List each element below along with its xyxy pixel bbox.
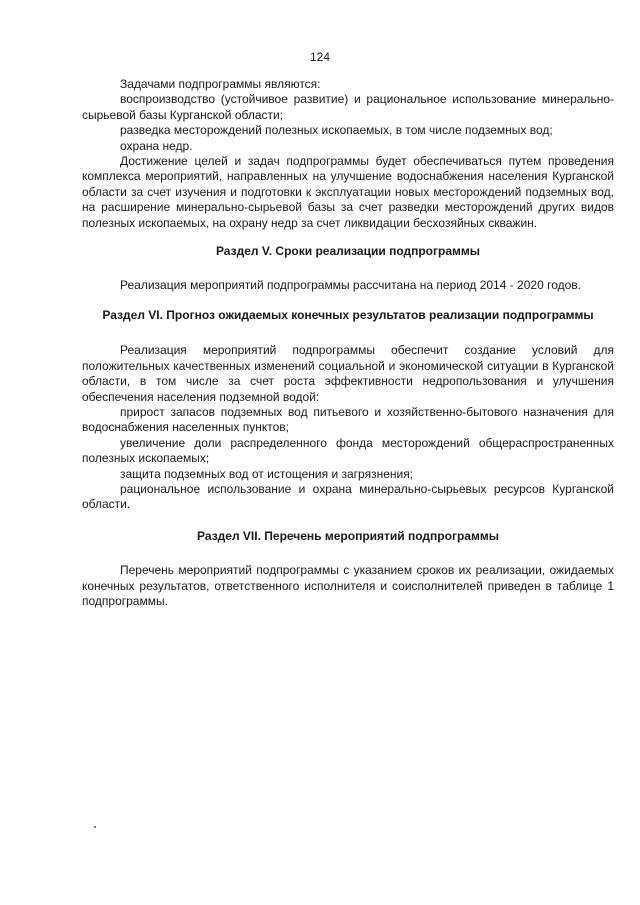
page-number: 124 — [309, 50, 331, 64]
intro-block — [82, 77, 614, 231]
scan-speck — [94, 826, 96, 828]
section-6-paragraph: Реализация мероприятий подпрограммы обеспечит создание условий для положительных качественных изменений социальной и экономической ситуации в Курганской области, в том числе за счет роста эффективности недропользования и улучшения обеспечения населения подземной водой: — [82, 343, 614, 404]
goals-paragraph: Достижение целей и задач подпрограммы будет обеспечиваться путем проведения комплекса мероприятий, направленных на улучшение водоснабжения населения Курганской области за счет изучения и подготовки к эксплуатации новых месторождений подземных вод, на расширение минерально-сырьевой базы за счет разведки месторождений других видов полезных ископаемых, на охрану недр за счет ликвидации бесхозяйных скважин. — [82, 154, 614, 230]
tasks-heading-line: Задачами подпрограммы являются: — [120, 77, 321, 91]
section-5-text: Реализация мероприятий подпрограммы рассчитана на период 2014 - 2020 годов. — [120, 278, 581, 293]
result-item: увеличение доли распределенного фонда месторождений общераспространенных полезных ископаемых; — [82, 435, 614, 466]
result-item: защита подземных вод от истощения и загрязнения; — [120, 466, 414, 481]
section-7-text: Перечень мероприятий подпрограммы с указанием сроков их реализации, ожидаемых конечных результатов, ответственного исполнителя и соисполнителей приведен в таблице 1 подпрограммы. — [82, 563, 614, 608]
document-body — [82, 77, 614, 609]
section-7-title: Раздел VII. Перечень мероприятий подпрограммы — [197, 528, 499, 543]
task-item: охрана недр. — [120, 138, 193, 153]
result-item: прирост запасов подземных вод питьевого и хозяйственно-бытового назначения для водоснабжения населенных пунктов; — [82, 404, 614, 435]
section-5-title: Раздел V. Сроки реализации подпрограммы — [215, 244, 481, 259]
task-item: воспроизводство (устойчивое развитие) и рациональное использование минерально-сырьевой базы Курганской области; — [82, 92, 614, 122]
section-6-title: Раздел VI. Прогноз ожидаемых конечных результатов реализации подпрограммы — [102, 307, 594, 322]
section-6-body — [82, 343, 614, 512]
result-item: рациональное использование и охрана минерально-сырьевых ресурсов Курганской области. — [82, 481, 614, 512]
task-item: разведка месторождений полезных ископаемых, в том числе подземных вод; — [120, 123, 553, 138]
